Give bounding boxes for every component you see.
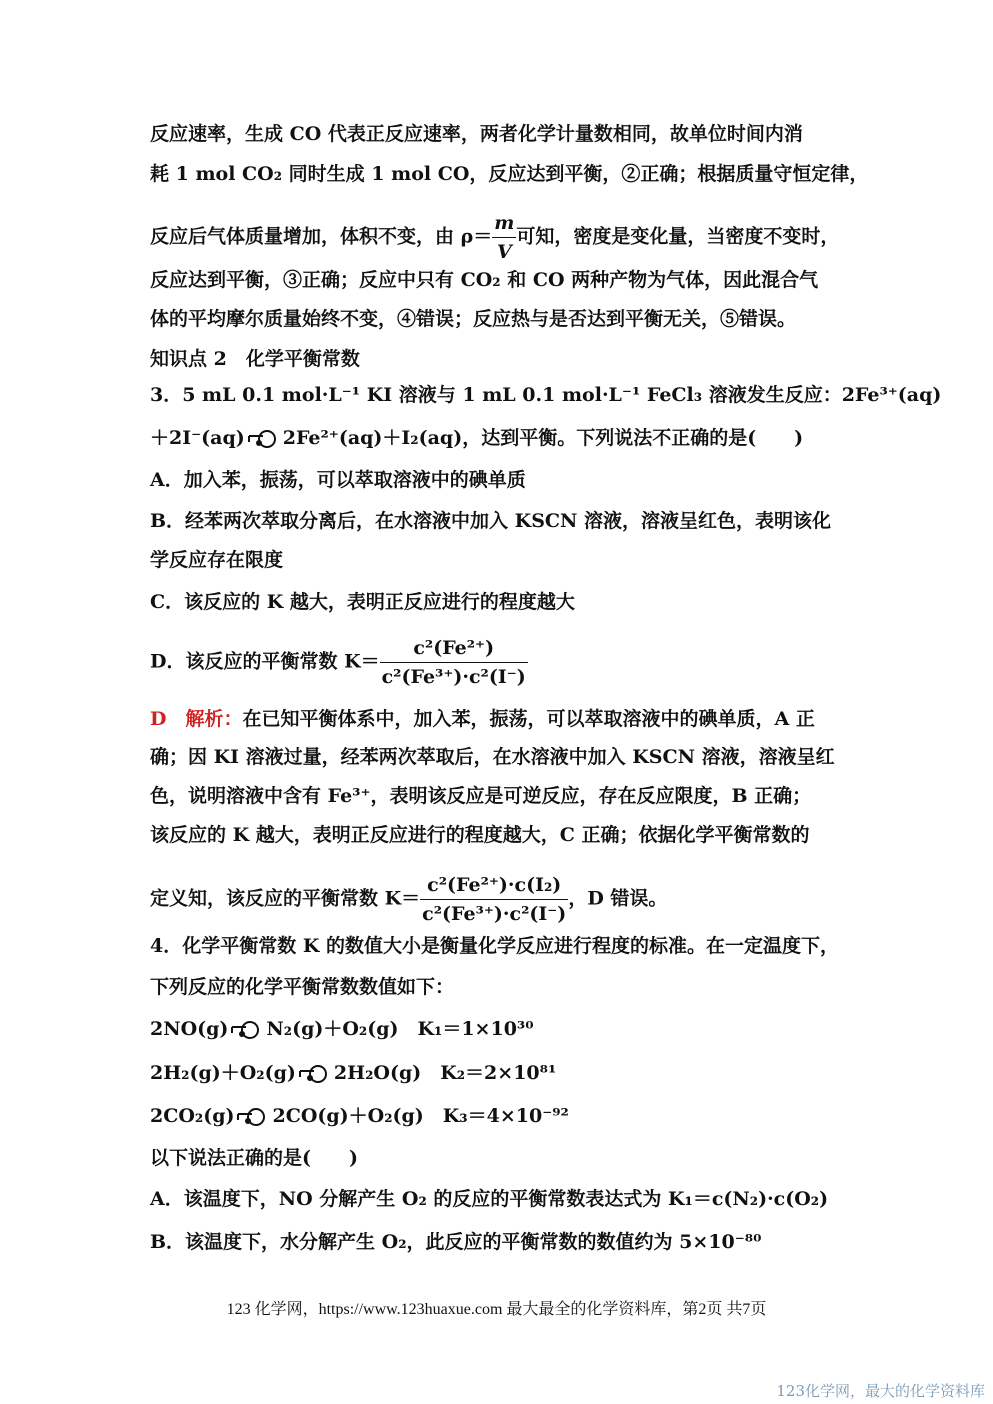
analysis-line2: 确；因 KI 溶液过量，经苯两次萃取后，在水溶液中加入 KSCN 溶液，溶液呈红 — [150, 746, 835, 768]
para1-line5: 体的平均摩尔质量始终不变，④错误；反应热与是否达到平衡无关，⑤错误。 — [150, 308, 797, 330]
q4-question: 以下说法正确的是( ) — [150, 1147, 358, 1169]
page-footer: 123 化学网，https://www.123huaxue.com 最大最全的化学资料库，第2页 共7页 — [226, 1301, 767, 1318]
q3-option-b-line1: B．经苯两次萃取分离后，在水溶液中加入 KSCN 溶液，溶液呈红色，表明该化 — [150, 510, 832, 532]
q3-stem-line2: ＋2I⁻(aq) 2Fe²⁺(aq)＋I₂(aq)，达到平衡。下列说法不正确的是( ) — [150, 427, 804, 449]
q4-stem-line2: 下列反应的化学平衡常数数值如下： — [150, 976, 455, 998]
analysis-label: 解析： — [185, 708, 243, 730]
q4-reaction-2: 2H₂(g)＋O₂(g) 2H₂O(g) K₂＝2×10⁸¹ — [150, 1062, 557, 1084]
para1-line2: 耗 1 mol CO₂ 同时生成 1 mol CO，反应达到平衡，②正确；根据质量守恒定律， — [150, 163, 869, 185]
analysis-line3: 色，说明溶液中含有 Fe³⁺，表明该反应是可逆反应，存在反应限度，B 正确； — [150, 785, 812, 807]
q3-option-c: C．该反应的 K 越大，表明正反应进行的程度越大 — [150, 591, 575, 613]
analysis-fraction: $\frac{\text{c²(Fe²⁺)·c(I₂)}}{\text{c²(Fe³⁺)·c²(I⁻)}}$ — [422, 874, 567, 925]
analysis-line1: D 解析：在已知平衡体系中，加入苯，振荡，可以萃取溶液中的碘单质，A 正 — [150, 708, 815, 730]
density-fraction: $\frac{m}{V}$ — [494, 212, 515, 263]
equilibrium-arrow-icon — [298, 1063, 332, 1085]
q3-option-d: D．该反应的平衡常数 K＝ $\frac{\text{c²(Fe²⁺)}}{\text{c²(Fe³⁺)·c²(I⁻)}}$ — [150, 637, 526, 688]
q4-reaction-3: 2CO₂(g) 2CO(g)＋O₂(g) K₃＝4×10⁻⁹² — [150, 1105, 569, 1127]
q4-option-a: A．该温度下，NO 分解产生 O₂ 的反应的平衡常数表达式为 K₁＝c(N₂)·c(O₂) — [150, 1188, 829, 1210]
q3-stem-line1: 3．5 mL 0.1 mol·L⁻¹ KI 溶液与 1 mL 0.1 mol·L⁻¹ FeCl₃ 溶液发生反应：2Fe³⁺(aq) — [150, 384, 942, 406]
q4-stem-line1: 4．化学平衡常数 K 的数值大小是衡量化学反应进行程度的标准。在一定温度下， — [150, 935, 839, 957]
section-heading: 知识点 2 化学平衡常数 — [150, 348, 360, 370]
q3-option-a: A．加入苯，振荡，可以萃取溶液中的碘单质 — [150, 469, 526, 491]
q3-option-b-line2: 学反应存在限度 — [150, 549, 284, 571]
q3-d-fraction: $\frac{\text{c²(Fe²⁺)}}{\text{c²(Fe³⁺)·c²(I⁻)}}$ — [381, 637, 526, 688]
q4-reaction-1: 2NO(g) N₂(g)＋O₂(g) K₁＝1×10³⁰ — [150, 1018, 534, 1040]
equilibrium-arrow-icon — [236, 1106, 270, 1128]
equilibrium-arrow-icon — [247, 428, 281, 450]
q4-option-b: B．该温度下，水分解产生 O₂，此反应的平衡常数的数值约为 5×10⁻⁸⁰ — [150, 1231, 762, 1253]
analysis-line4: 该反应的 K 越大，表明正反应进行的程度越大，C 正确；依据化学平衡常数的 — [150, 824, 810, 846]
para1-line4: 反应达到平衡，③正确；反应中只有 CO₂ 和 CO 两种产物为气体，因此混合气 — [150, 269, 819, 291]
equilibrium-arrow-icon — [230, 1019, 264, 1041]
answer-label: D — [150, 708, 167, 730]
para1-line1: 反应速率，生成 CO 代表正反应速率，两者化学计量数相同，故单位时间内消 — [150, 123, 803, 145]
analysis-line5: 定义知，该反应的平衡常数 K＝ $\frac{\text{c²(Fe²⁺)·c(I₂)}}{\text{c²(Fe³⁺)·c²(I⁻)}}$ ，D 错误。 — [150, 874, 668, 925]
para1-line3: 反应后气体质量增加，体积不变，由 ρ＝ $\frac{m}{V}$ 可知，密度是变化量，当密度不变时， — [150, 212, 840, 263]
watermark: 123化学网，最大的化学资料库 — [776, 1382, 985, 1400]
